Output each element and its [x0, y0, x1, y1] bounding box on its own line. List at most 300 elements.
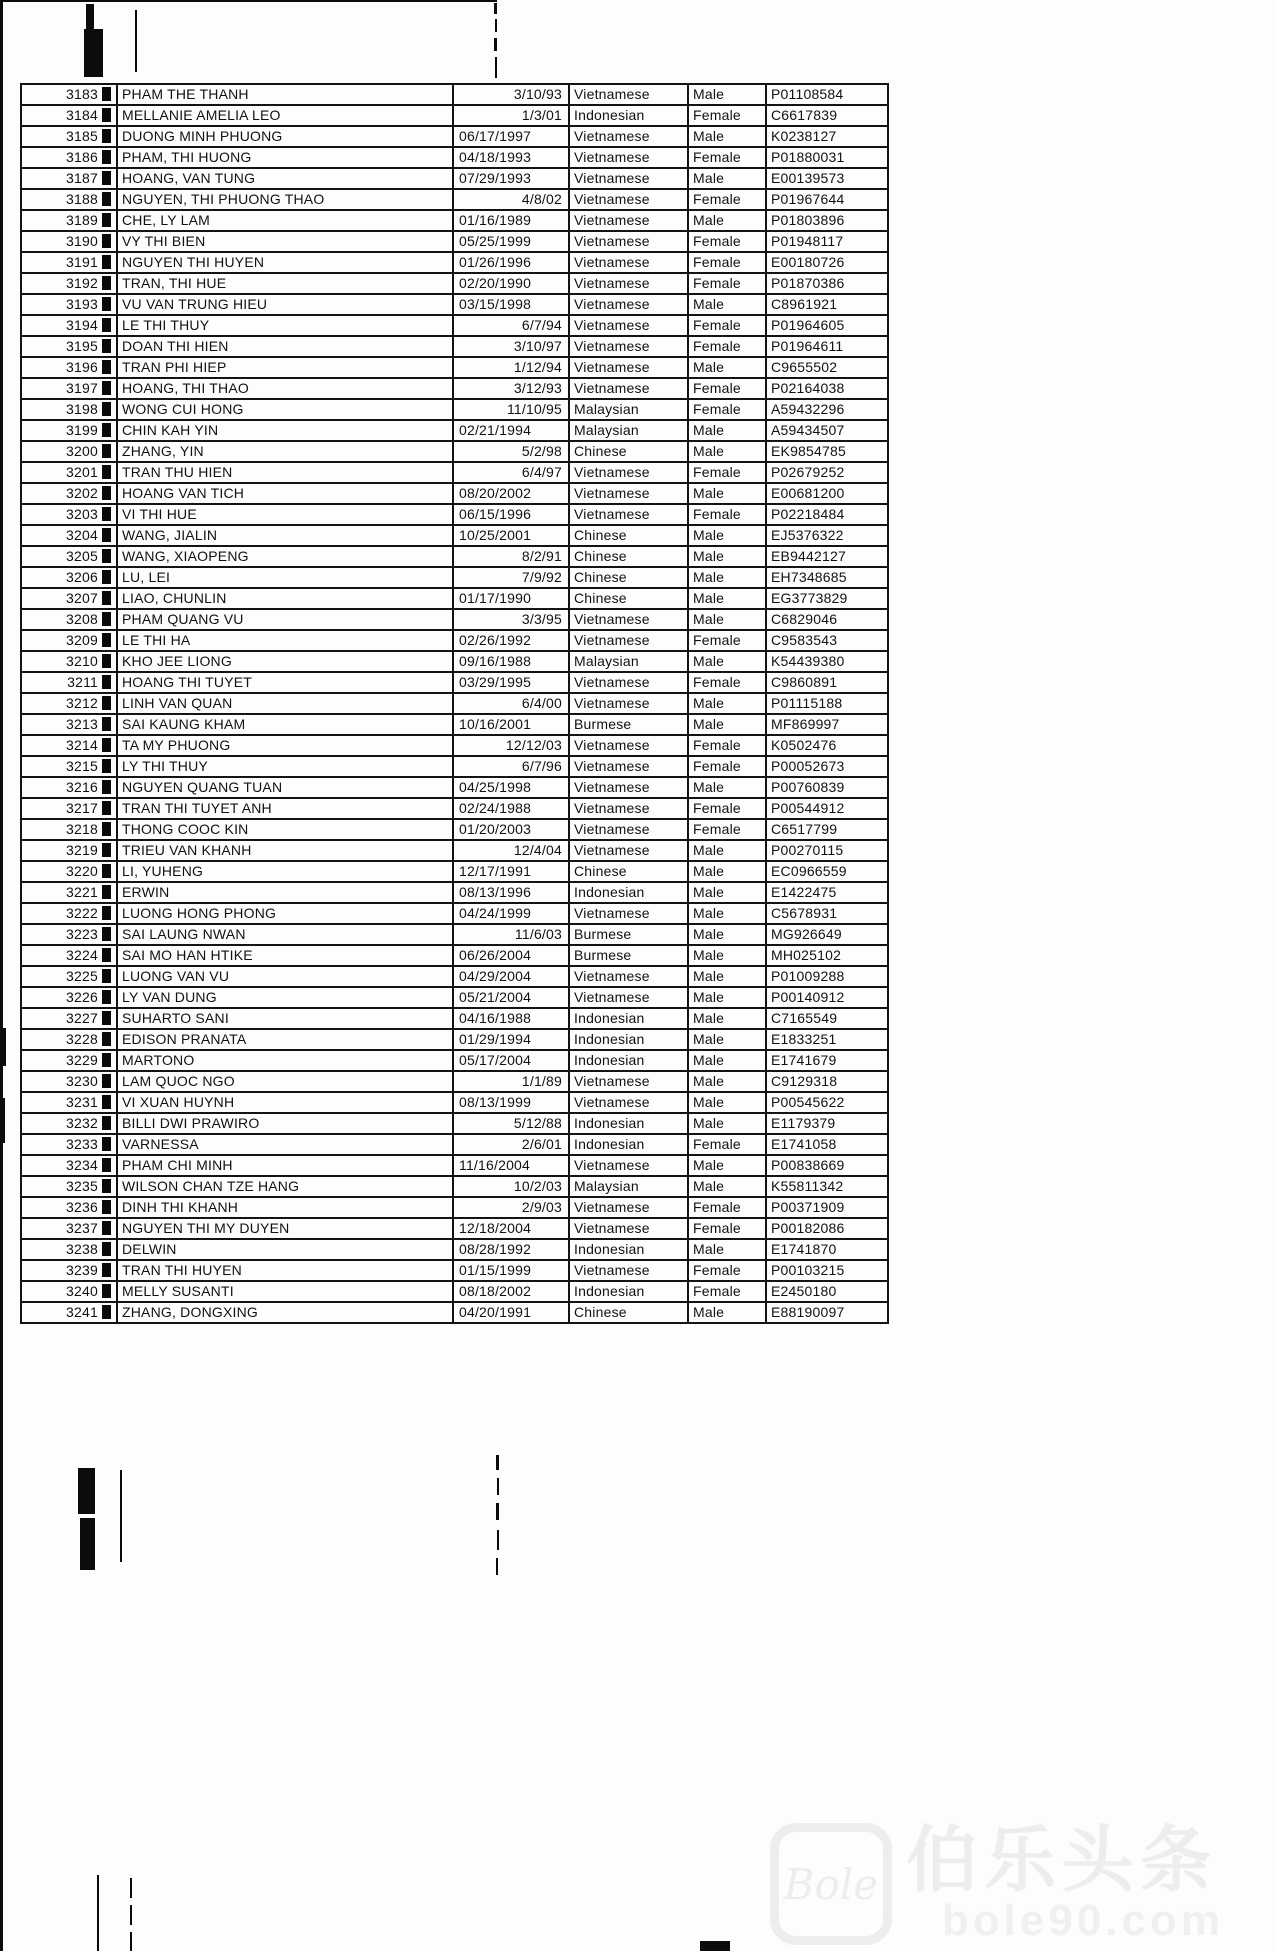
table-row — [21, 840, 888, 861]
cell-date-of-birth: 04/25/1998 — [453, 777, 569, 798]
watermark-logo-text: Bole — [783, 1859, 879, 1909]
cell-row-no — [21, 441, 117, 462]
table-row — [21, 1071, 888, 1092]
cell-name: VY THI BIEN — [117, 231, 453, 252]
redaction-mark — [102, 633, 111, 647]
row-number: 3194 — [66, 317, 98, 333]
table-row — [21, 546, 888, 567]
cell-passport-no: P00545622 — [766, 1092, 888, 1113]
cell-date-of-birth: 02/20/1990 — [453, 273, 569, 294]
cell-date-of-birth: 12/17/1991 — [453, 861, 569, 882]
cell-name: WANG, XIAOPENG — [117, 546, 453, 567]
table-row — [21, 504, 888, 525]
cell-name: TRAN THI TUYET ANH — [117, 798, 453, 819]
cell-date-of-birth: 06/15/1996 — [453, 504, 569, 525]
redaction-mark — [102, 1221, 111, 1235]
table-row — [21, 609, 888, 630]
cell-nationality: Vietnamese — [569, 1218, 688, 1239]
redaction-mark — [102, 1053, 111, 1067]
cell-gender: Male — [688, 1176, 766, 1197]
cell-nationality: Indonesian — [569, 1029, 688, 1050]
cell-nationality: Vietnamese — [569, 840, 688, 861]
cell-date-of-birth: 06/17/1997 — [453, 126, 569, 147]
cell-name: VI THI HUE — [117, 504, 453, 525]
row-number: 3188 — [66, 191, 98, 207]
cell-name: LUONG VAN VU — [117, 966, 453, 987]
scan-artifact-top-blob-2 — [84, 29, 103, 77]
cell-nationality: Vietnamese — [569, 756, 688, 777]
cell-gender: Female — [688, 231, 766, 252]
cell-nationality: Vietnamese — [569, 630, 688, 651]
cell-date-of-birth: 12/4/04 — [453, 840, 569, 861]
cell-passport-no: K0238127 — [766, 126, 888, 147]
cell-gender: Male — [688, 966, 766, 987]
scan-artifact-top-edge-line — [0, 0, 497, 2]
cell-passport-no: E00139573 — [766, 168, 888, 189]
row-number: 3213 — [66, 716, 98, 732]
row-number: 3225 — [66, 968, 98, 984]
cell-nationality: Vietnamese — [569, 273, 688, 294]
cell-nationality: Indonesian — [569, 1134, 688, 1155]
row-number: 3237 — [66, 1220, 98, 1236]
table-row — [21, 987, 888, 1008]
cell-gender: Female — [688, 1281, 766, 1302]
cell-date-of-birth: 1/3/01 — [453, 105, 569, 126]
cell-name: PHAM, THI HUONG — [117, 147, 453, 168]
redaction-mark — [102, 507, 111, 521]
cell-nationality: Vietnamese — [569, 483, 688, 504]
cell-row-no — [21, 903, 117, 924]
cell-name: PHAM QUANG VU — [117, 609, 453, 630]
redaction-mark — [102, 1200, 111, 1214]
cell-passport-no: P01880031 — [766, 147, 888, 168]
table-row — [21, 189, 888, 210]
cell-nationality: Chinese — [569, 861, 688, 882]
cell-row-no — [21, 231, 117, 252]
redaction-mark — [102, 591, 111, 605]
cell-passport-no: EC0966559 — [766, 861, 888, 882]
cell-gender: Female — [688, 462, 766, 483]
cell-name: ZHANG, YIN — [117, 441, 453, 462]
cell-gender: Female — [688, 1134, 766, 1155]
cell-passport-no: P00544912 — [766, 798, 888, 819]
cell-date-of-birth: 04/20/1991 — [453, 1302, 569, 1323]
cell-name: WANG, JIALIN — [117, 525, 453, 546]
cell-name: MELLANIE AMELIA LEO — [117, 105, 453, 126]
cell-gender: Male — [688, 1008, 766, 1029]
row-number: 3212 — [66, 695, 98, 711]
scan-artifact-footer-line-1 — [97, 1875, 99, 1951]
cell-nationality: Vietnamese — [569, 252, 688, 273]
cell-passport-no: MG926649 — [766, 924, 888, 945]
row-number: 3233 — [66, 1136, 98, 1152]
cell-row-no — [21, 273, 117, 294]
cell-gender: Female — [688, 735, 766, 756]
cell-row-no — [21, 525, 117, 546]
row-number: 3223 — [66, 926, 98, 942]
cell-row-no — [21, 252, 117, 273]
cell-passport-no: C9583543 — [766, 630, 888, 651]
cell-row-no — [21, 1260, 117, 1281]
cell-date-of-birth: 06/26/2004 — [453, 945, 569, 966]
row-number: 3224 — [66, 947, 98, 963]
cell-name: LIAO, CHUNLIN — [117, 588, 453, 609]
cell-row-no — [21, 210, 117, 231]
cell-date-of-birth: 3/12/93 — [453, 378, 569, 399]
redaction-mark — [102, 675, 111, 689]
cell-nationality: Burmese — [569, 945, 688, 966]
table-row — [21, 1092, 888, 1113]
cell-nationality: Vietnamese — [569, 210, 688, 231]
row-number: 3214 — [66, 737, 98, 753]
cell-nationality: Vietnamese — [569, 777, 688, 798]
cell-passport-no: P01967644 — [766, 189, 888, 210]
cell-row-no — [21, 126, 117, 147]
scan-artifact-top-dash-1 — [494, 3, 497, 14]
cell-nationality: Vietnamese — [569, 1092, 688, 1113]
table-row — [21, 1113, 888, 1134]
cell-gender: Male — [688, 210, 766, 231]
row-number: 3226 — [66, 989, 98, 1005]
redaction-mark — [102, 822, 111, 836]
cell-passport-no: A59434507 — [766, 420, 888, 441]
cell-date-of-birth: 11/6/03 — [453, 924, 569, 945]
row-number: 3205 — [66, 548, 98, 564]
cell-passport-no: P01803896 — [766, 210, 888, 231]
cell-gender: Male — [688, 168, 766, 189]
cell-gender: Male — [688, 1050, 766, 1071]
cell-row-no — [21, 966, 117, 987]
redaction-mark — [102, 360, 111, 374]
cell-nationality: Indonesian — [569, 1113, 688, 1134]
cell-date-of-birth: 11/16/2004 — [453, 1155, 569, 1176]
row-number: 3218 — [66, 821, 98, 837]
cell-passport-no: C9655502 — [766, 357, 888, 378]
table-row — [21, 294, 888, 315]
cell-date-of-birth: 01/16/1989 — [453, 210, 569, 231]
cell-passport-no: E1179379 — [766, 1113, 888, 1134]
cell-gender: Male — [688, 1071, 766, 1092]
cell-passport-no: E00180726 — [766, 252, 888, 273]
scan-artifact-left-edge-line — [0, 0, 3, 1951]
table-row — [21, 462, 888, 483]
redaction-mark — [102, 1137, 111, 1151]
cell-nationality: Chinese — [569, 588, 688, 609]
cell-nationality: Vietnamese — [569, 189, 688, 210]
cell-date-of-birth: 2/6/01 — [453, 1134, 569, 1155]
cell-gender: Male — [688, 588, 766, 609]
row-number: 3192 — [66, 275, 98, 291]
cell-name: LE THI HA — [117, 630, 453, 651]
cell-row-no — [21, 714, 117, 735]
cell-passport-no: P00760839 — [766, 777, 888, 798]
row-number: 3210 — [66, 653, 98, 669]
row-number: 3189 — [66, 212, 98, 228]
table-row — [21, 819, 888, 840]
cell-row-no — [21, 567, 117, 588]
row-number: 3201 — [66, 464, 98, 480]
row-number: 3219 — [66, 842, 98, 858]
table-row — [21, 273, 888, 294]
row-number: 3204 — [66, 527, 98, 543]
cell-passport-no: K54439380 — [766, 651, 888, 672]
cell-gender: Male — [688, 777, 766, 798]
table-row — [21, 966, 888, 987]
cell-nationality: Vietnamese — [569, 1260, 688, 1281]
cell-name: NGUYEN, THI PHUONG THAO — [117, 189, 453, 210]
cell-row-no — [21, 1218, 117, 1239]
redaction-mark — [102, 255, 111, 269]
row-number: 3220 — [66, 863, 98, 879]
cell-row-no — [21, 504, 117, 525]
cell-gender: Male — [688, 1302, 766, 1323]
cell-row-no — [21, 987, 117, 1008]
cell-date-of-birth: 6/7/94 — [453, 315, 569, 336]
cell-name: TRAN, THI HUE — [117, 273, 453, 294]
table-row — [21, 1029, 888, 1050]
cell-passport-no: P02164038 — [766, 378, 888, 399]
cell-nationality: Vietnamese — [569, 378, 688, 399]
redaction-mark — [102, 570, 111, 584]
cell-nationality: Chinese — [569, 567, 688, 588]
cell-gender: Female — [688, 504, 766, 525]
cell-passport-no: P02218484 — [766, 504, 888, 525]
cell-passport-no: EJ5376322 — [766, 525, 888, 546]
row-number: 3211 — [67, 674, 98, 690]
row-number: 3206 — [66, 569, 98, 585]
cell-nationality: Chinese — [569, 525, 688, 546]
cell-row-no — [21, 168, 117, 189]
cell-gender: Female — [688, 798, 766, 819]
cell-row-no — [21, 294, 117, 315]
cell-passport-no: MF869997 — [766, 714, 888, 735]
cell-passport-no: P01115188 — [766, 693, 888, 714]
table-row — [21, 588, 888, 609]
watermark-cn-text: 伯乐头条 — [905, 1821, 1218, 1901]
site-watermark — [770, 1823, 1224, 1945]
cell-passport-no: EG3773829 — [766, 588, 888, 609]
cell-row-no — [21, 1239, 117, 1260]
row-number: 3239 — [66, 1262, 98, 1278]
cell-passport-no: C6829046 — [766, 609, 888, 630]
scan-artifact-bottom-blob-1 — [78, 1468, 95, 1514]
cell-gender: Male — [688, 987, 766, 1008]
row-number: 3217 — [66, 800, 98, 816]
table-row — [21, 1176, 888, 1197]
cell-row-no — [21, 315, 117, 336]
cell-gender: Male — [688, 441, 766, 462]
cell-row-no — [21, 672, 117, 693]
row-number: 3186 — [66, 149, 98, 165]
cell-passport-no: A59432296 — [766, 399, 888, 420]
cell-name: LU, LEI — [117, 567, 453, 588]
cell-name: HOANG, VAN TUNG — [117, 168, 453, 189]
scan-artifact-bottom-dash-3 — [496, 1503, 499, 1520]
cell-nationality: Chinese — [569, 1302, 688, 1323]
cell-passport-no: P00838669 — [766, 1155, 888, 1176]
cell-row-no — [21, 924, 117, 945]
table-row — [21, 1008, 888, 1029]
cell-date-of-birth: 01/17/1990 — [453, 588, 569, 609]
table-row — [21, 735, 888, 756]
cell-row-no — [21, 1155, 117, 1176]
cell-passport-no: P00052673 — [766, 756, 888, 777]
row-number: 3238 — [66, 1241, 98, 1257]
cell-name: WONG CUI HONG — [117, 399, 453, 420]
redaction-mark — [102, 1116, 111, 1130]
table-row — [21, 84, 888, 105]
cell-passport-no: P00140912 — [766, 987, 888, 1008]
cell-passport-no: C9860891 — [766, 672, 888, 693]
cell-date-of-birth: 7/9/92 — [453, 567, 569, 588]
cell-name: VARNESSA — [117, 1134, 453, 1155]
cell-gender: Male — [688, 693, 766, 714]
cell-name: MARTONO — [117, 1050, 453, 1071]
row-number: 3196 — [66, 359, 98, 375]
table-row — [21, 1134, 888, 1155]
cell-nationality: Vietnamese — [569, 462, 688, 483]
cell-date-of-birth: 2/9/03 — [453, 1197, 569, 1218]
cell-row-no — [21, 462, 117, 483]
cell-name: DOAN THI HIEN — [117, 336, 453, 357]
cell-name: CHIN KAH YIN — [117, 420, 453, 441]
cell-name: MELLY SUSANTI — [117, 1281, 453, 1302]
cell-nationality: Vietnamese — [569, 819, 688, 840]
table-row — [21, 1050, 888, 1071]
table-row — [21, 903, 888, 924]
cell-name: NGUYEN THI HUYEN — [117, 252, 453, 273]
redaction-mark — [102, 948, 111, 962]
table-row — [21, 420, 888, 441]
cell-passport-no: C9129318 — [766, 1071, 888, 1092]
cell-name: TRAN THI HUYEN — [117, 1260, 453, 1281]
redaction-mark — [102, 969, 111, 983]
cell-gender: Male — [688, 1239, 766, 1260]
cell-gender: Female — [688, 336, 766, 357]
cell-nationality: Vietnamese — [569, 147, 688, 168]
cell-row-no — [21, 588, 117, 609]
cell-passport-no: EB9442127 — [766, 546, 888, 567]
scan-artifact-footer-dash-3 — [130, 1932, 132, 1951]
redaction-mark — [102, 654, 111, 668]
redaction-mark — [102, 801, 111, 815]
table-row — [21, 1302, 888, 1323]
cell-date-of-birth: 10/2/03 — [453, 1176, 569, 1197]
table-row — [21, 945, 888, 966]
row-number: 3209 — [66, 632, 98, 648]
cell-passport-no: MH025102 — [766, 945, 888, 966]
row-number: 3229 — [66, 1052, 98, 1068]
cell-passport-no: EK9854785 — [766, 441, 888, 462]
cell-date-of-birth: 4/8/02 — [453, 189, 569, 210]
cell-gender: Male — [688, 357, 766, 378]
cell-date-of-birth: 3/10/93 — [453, 84, 569, 105]
table-row — [21, 231, 888, 252]
row-number: 3215 — [66, 758, 98, 774]
table-row — [21, 651, 888, 672]
cell-nationality: Vietnamese — [569, 357, 688, 378]
cell-passport-no: K55811342 — [766, 1176, 888, 1197]
redaction-mark — [102, 318, 111, 332]
cell-date-of-birth: 01/15/1999 — [453, 1260, 569, 1281]
cell-passport-no: P00371909 — [766, 1197, 888, 1218]
cell-row-no — [21, 1029, 117, 1050]
scan-artifact-top-blob-1 — [86, 4, 94, 31]
cell-nationality: Vietnamese — [569, 294, 688, 315]
cell-name: EDISON PRANATA — [117, 1029, 453, 1050]
table-row — [21, 168, 888, 189]
table-row — [21, 1197, 888, 1218]
row-number: 3234 — [66, 1157, 98, 1173]
cell-nationality: Vietnamese — [569, 1071, 688, 1092]
scan-artifact-bottom-blob-2 — [80, 1518, 95, 1570]
cell-row-no — [21, 882, 117, 903]
redaction-mark — [102, 1032, 111, 1046]
cell-row-no — [21, 1176, 117, 1197]
scan-artifact-top-dash-3 — [494, 38, 497, 51]
redaction-mark — [102, 339, 111, 353]
redaction-mark — [102, 696, 111, 710]
cell-date-of-birth: 03/29/1995 — [453, 672, 569, 693]
cell-passport-no: K0502476 — [766, 735, 888, 756]
row-number: 3208 — [66, 611, 98, 627]
cell-row-no — [21, 147, 117, 168]
redaction-mark — [102, 108, 111, 122]
cell-name: SAI LAUNG NWAN — [117, 924, 453, 945]
cell-gender: Female — [688, 252, 766, 273]
row-number: 3200 — [66, 443, 98, 459]
redaction-mark — [102, 1074, 111, 1088]
row-number: 3216 — [66, 779, 98, 795]
redaction-mark — [102, 738, 111, 752]
row-number: 3202 — [66, 485, 98, 501]
cell-name: HOANG THI TUYET — [117, 672, 453, 693]
cell-gender: Male — [688, 945, 766, 966]
cell-row-no — [21, 483, 117, 504]
cell-date-of-birth: 6/7/96 — [453, 756, 569, 777]
cell-name: WILSON CHAN TZE HANG — [117, 1176, 453, 1197]
cell-name: HOANG, THI THAO — [117, 378, 453, 399]
cell-date-of-birth: 08/18/2002 — [453, 1281, 569, 1302]
table-row — [21, 1260, 888, 1281]
redaction-mark — [102, 1179, 111, 1193]
table-row — [21, 252, 888, 273]
table-row — [21, 357, 888, 378]
redaction-mark — [102, 486, 111, 500]
redaction-mark — [102, 549, 111, 563]
cell-row-no — [21, 840, 117, 861]
cell-passport-no: E2450180 — [766, 1281, 888, 1302]
cell-row-no — [21, 1281, 117, 1302]
cell-date-of-birth: 11/10/95 — [453, 399, 569, 420]
cell-nationality: Vietnamese — [569, 1155, 688, 1176]
table-row — [21, 399, 888, 420]
row-number: 3197 — [66, 380, 98, 396]
watermark-logo-icon — [770, 1823, 892, 1945]
scan-artifact-top-dash-2 — [495, 19, 497, 32]
cell-passport-no: P00182086 — [766, 1218, 888, 1239]
cell-row-no — [21, 399, 117, 420]
cell-gender: Female — [688, 399, 766, 420]
cell-date-of-birth: 02/24/1988 — [453, 798, 569, 819]
cell-row-no — [21, 1050, 117, 1071]
cell-gender: Male — [688, 567, 766, 588]
table-row — [21, 147, 888, 168]
cell-row-no — [21, 693, 117, 714]
cell-nationality: Chinese — [569, 546, 688, 567]
cell-name: DELWIN — [117, 1239, 453, 1260]
cell-date-of-birth: 01/20/2003 — [453, 819, 569, 840]
